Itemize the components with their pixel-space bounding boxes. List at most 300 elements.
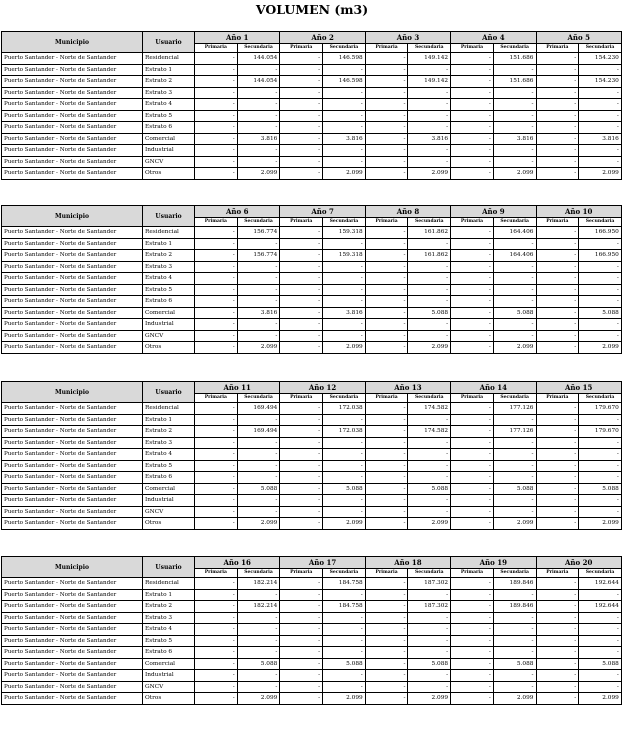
- secundaria-value: 187.302: [408, 601, 451, 613]
- usuario-cell: Comercial: [143, 307, 195, 319]
- secundaria-value: -: [408, 110, 451, 122]
- secundaria-value: -: [408, 624, 451, 636]
- primaria-value: -: [365, 693, 408, 705]
- secundaria-value: -: [237, 472, 280, 484]
- primaria-value: -: [365, 250, 408, 262]
- usuario-cell: Industrial: [143, 670, 195, 682]
- secundaria-value: 189.846: [493, 578, 536, 590]
- year-header: Año 13: [365, 382, 450, 394]
- primaria-value: -: [451, 168, 494, 180]
- primaria-value: -: [280, 403, 323, 415]
- secundaria-value: 2.099: [493, 168, 536, 180]
- municipio-cell: Puerto Santander - Norte de Santander: [2, 437, 143, 449]
- primaria-value: -: [365, 261, 408, 273]
- primaria-value: -: [451, 506, 494, 518]
- municipio-header: Municipio: [2, 206, 143, 227]
- secundaria-value: -: [323, 145, 366, 157]
- usuario-cell: Otros: [143, 168, 195, 180]
- usuario-cell: Industrial: [143, 319, 195, 331]
- primaria-value: -: [451, 578, 494, 590]
- primaria-value: -: [451, 87, 494, 99]
- primaria-value: -: [536, 307, 579, 319]
- secundaria-value: -: [579, 64, 622, 76]
- secundaria-value: -: [237, 647, 280, 659]
- primaria-value: -: [195, 319, 238, 331]
- table-row: [2, 53, 622, 65]
- year-header: Año 8: [365, 206, 450, 218]
- primaria-value: -: [451, 342, 494, 354]
- secundaria-value: -: [237, 437, 280, 449]
- table-row: [2, 472, 622, 484]
- secundaria-value: -: [408, 64, 451, 76]
- usuario-cell: Residencial: [143, 53, 195, 65]
- secundaria-value: 5.088: [237, 483, 280, 495]
- secundaria-header: Secundaria: [323, 217, 366, 226]
- table-row: [2, 145, 622, 157]
- secundaria-value: -: [408, 330, 451, 342]
- primaria-value: -: [451, 601, 494, 613]
- primaria-value: -: [536, 589, 579, 601]
- municipio-cell: Puerto Santander - Norte de Santander: [2, 53, 143, 65]
- secundaria-value: -: [579, 156, 622, 168]
- municipio-header: Municipio: [2, 557, 143, 578]
- primaria-value: -: [365, 578, 408, 590]
- secundaria-value: -: [323, 330, 366, 342]
- secundaria-value: 2.099: [237, 518, 280, 530]
- year-header: Año 19: [451, 557, 536, 569]
- secundaria-value: 164.406: [493, 227, 536, 239]
- secundaria-header: Secundaria: [408, 217, 451, 226]
- primaria-value: -: [280, 110, 323, 122]
- usuario-cell: Estrato 5: [143, 460, 195, 472]
- primaria-value: -: [536, 273, 579, 285]
- primaria-value: -: [451, 330, 494, 342]
- primaria-value: -: [365, 99, 408, 111]
- primaria-value: -: [280, 330, 323, 342]
- secundaria-value: -: [323, 261, 366, 273]
- primaria-value: -: [451, 437, 494, 449]
- secundaria-value: 166.950: [579, 250, 622, 262]
- primaria-value: -: [365, 414, 408, 426]
- primaria-value: -: [536, 110, 579, 122]
- secundaria-value: 159.318: [323, 227, 366, 239]
- primaria-value: -: [365, 518, 408, 530]
- municipio-cell: Puerto Santander - Norte de Santander: [2, 635, 143, 647]
- primaria-value: -: [280, 99, 323, 111]
- primaria-value: -: [195, 76, 238, 88]
- primaria-value: -: [536, 601, 579, 613]
- primaria-value: -: [451, 495, 494, 507]
- usuario-cell: Estrato 2: [143, 76, 195, 88]
- table-row: [2, 76, 622, 88]
- secundaria-value: -: [493, 319, 536, 331]
- secundaria-value: -: [493, 449, 536, 461]
- table-row: [2, 403, 622, 415]
- secundaria-value: -: [323, 635, 366, 647]
- primaria-value: -: [365, 483, 408, 495]
- secundaria-value: 149.142: [408, 53, 451, 65]
- secundaria-value: 151.686: [493, 53, 536, 65]
- municipio-cell: Puerto Santander - Norte de Santander: [2, 307, 143, 319]
- secundaria-value: 161.862: [408, 250, 451, 262]
- secundaria-value: -: [493, 472, 536, 484]
- secundaria-value: -: [493, 414, 536, 426]
- usuario-cell: Estrato 6: [143, 296, 195, 308]
- secundaria-value: 182.214: [237, 578, 280, 590]
- primaria-value: -: [451, 483, 494, 495]
- secundaria-value: -: [323, 589, 366, 601]
- year-header: Año 12: [280, 382, 365, 394]
- municipio-cell: Puerto Santander - Norte de Santander: [2, 578, 143, 590]
- primaria-value: -: [195, 99, 238, 111]
- table-row: [2, 307, 622, 319]
- primaria-value: -: [536, 472, 579, 484]
- primaria-value: -: [365, 612, 408, 624]
- secundaria-value: -: [579, 495, 622, 507]
- primaria-value: -: [451, 250, 494, 262]
- secundaria-value: -: [237, 122, 280, 134]
- primaria-value: -: [195, 238, 238, 250]
- secundaria-value: -: [493, 87, 536, 99]
- primaria-header: Primaria: [365, 217, 408, 226]
- primaria-value: -: [365, 635, 408, 647]
- secundaria-value: 169.494: [237, 426, 280, 438]
- primaria-value: -: [280, 156, 323, 168]
- secundaria-value: -: [579, 635, 622, 647]
- primaria-value: -: [365, 601, 408, 613]
- year-header: Año 2: [280, 32, 365, 44]
- table-row: [2, 87, 622, 99]
- secundaria-value: -: [323, 273, 366, 285]
- volume-table-block-1: [1, 31, 622, 180]
- secundaria-value: -: [237, 449, 280, 461]
- primaria-value: -: [365, 296, 408, 308]
- secundaria-value: -: [408, 506, 451, 518]
- secundaria-header: Secundaria: [408, 568, 451, 577]
- year-header: Año 5: [536, 32, 621, 44]
- secundaria-value: -: [323, 64, 366, 76]
- primaria-value: -: [195, 518, 238, 530]
- primaria-header: Primaria: [365, 43, 408, 52]
- secundaria-value: -: [237, 145, 280, 157]
- secundaria-value: 179.670: [579, 426, 622, 438]
- secundaria-value: -: [408, 647, 451, 659]
- secundaria-value: -: [408, 319, 451, 331]
- usuario-header: Usuario: [143, 382, 195, 403]
- table-row: [2, 238, 622, 250]
- secundaria-value: 2.099: [323, 342, 366, 354]
- primaria-value: -: [451, 319, 494, 331]
- primaria-value: -: [365, 495, 408, 507]
- primaria-value: -: [365, 670, 408, 682]
- primaria-value: -: [195, 122, 238, 134]
- primaria-value: -: [195, 589, 238, 601]
- usuario-cell: Estrato 3: [143, 437, 195, 449]
- primaria-value: -: [536, 449, 579, 461]
- secundaria-value: -: [493, 330, 536, 342]
- secundaria-value: -: [237, 238, 280, 250]
- usuario-cell: Estrato 1: [143, 589, 195, 601]
- secundaria-value: 2.099: [408, 168, 451, 180]
- secundaria-value: -: [493, 99, 536, 111]
- primaria-value: -: [195, 296, 238, 308]
- secundaria-value: -: [493, 238, 536, 250]
- year-header: Año 7: [280, 206, 365, 218]
- secundaria-value: 189.846: [493, 601, 536, 613]
- primaria-value: -: [280, 261, 323, 273]
- table-row: [2, 460, 622, 472]
- secundaria-value: 5.088: [408, 658, 451, 670]
- secundaria-value: 144.054: [237, 53, 280, 65]
- primaria-value: -: [365, 342, 408, 354]
- secundaria-value: -: [237, 296, 280, 308]
- primaria-value: -: [536, 122, 579, 134]
- primaria-value: -: [536, 460, 579, 472]
- usuario-cell: Estrato 2: [143, 601, 195, 613]
- primaria-value: -: [536, 403, 579, 415]
- table-row: [2, 319, 622, 331]
- primaria-value: -: [280, 342, 323, 354]
- secundaria-header: Secundaria: [237, 217, 280, 226]
- primaria-value: -: [365, 472, 408, 484]
- primaria-value: -: [280, 296, 323, 308]
- secundaria-value: -: [237, 670, 280, 682]
- secundaria-header: Secundaria: [579, 217, 622, 226]
- primaria-header: Primaria: [280, 393, 323, 402]
- secundaria-value: -: [323, 122, 366, 134]
- secundaria-value: -: [579, 87, 622, 99]
- secundaria-value: -: [237, 612, 280, 624]
- table-row: [2, 414, 622, 426]
- table-row: [2, 110, 622, 122]
- primaria-value: -: [280, 414, 323, 426]
- primaria-value: -: [195, 693, 238, 705]
- secundaria-header: Secundaria: [493, 568, 536, 577]
- primaria-header: Primaria: [195, 568, 238, 577]
- primaria-value: -: [280, 460, 323, 472]
- secundaria-value: 5.088: [579, 483, 622, 495]
- primaria-value: -: [365, 64, 408, 76]
- municipio-cell: Puerto Santander - Norte de Santander: [2, 342, 143, 354]
- primaria-value: -: [280, 681, 323, 693]
- primaria-value: -: [195, 506, 238, 518]
- primaria-value: -: [280, 87, 323, 99]
- usuario-cell: Comercial: [143, 483, 195, 495]
- primaria-value: -: [451, 227, 494, 239]
- primaria-value: -: [195, 578, 238, 590]
- primaria-value: -: [365, 122, 408, 134]
- usuario-cell: Otros: [143, 693, 195, 705]
- primaria-value: -: [365, 681, 408, 693]
- table-row: [2, 624, 622, 636]
- header-row-years: [2, 206, 622, 218]
- primaria-value: -: [365, 307, 408, 319]
- table-row: [2, 681, 622, 693]
- primaria-value: -: [451, 76, 494, 88]
- usuario-cell: Estrato 5: [143, 284, 195, 296]
- secundaria-value: -: [493, 647, 536, 659]
- secundaria-value: -: [493, 624, 536, 636]
- primaria-value: -: [280, 624, 323, 636]
- secundaria-value: -: [408, 261, 451, 273]
- secundaria-value: 5.088: [579, 307, 622, 319]
- secundaria-value: -: [323, 495, 366, 507]
- primaria-value: -: [451, 122, 494, 134]
- usuario-cell: Estrato 1: [143, 64, 195, 76]
- primaria-value: -: [536, 250, 579, 262]
- secundaria-value: -: [408, 472, 451, 484]
- primaria-value: -: [451, 670, 494, 682]
- municipio-cell: Puerto Santander - Norte de Santander: [2, 122, 143, 134]
- secundaria-header: Secundaria: [579, 393, 622, 402]
- primaria-value: -: [451, 414, 494, 426]
- year-header: Año 9: [451, 206, 536, 218]
- secundaria-value: -: [237, 495, 280, 507]
- secundaria-header: Secundaria: [323, 568, 366, 577]
- primaria-value: -: [195, 250, 238, 262]
- primaria-value: -: [451, 693, 494, 705]
- usuario-cell: Estrato 4: [143, 624, 195, 636]
- municipio-cell: Puerto Santander - Norte de Santander: [2, 403, 143, 415]
- usuario-cell: Estrato 4: [143, 273, 195, 285]
- secundaria-value: 2.099: [579, 518, 622, 530]
- usuario-cell: Estrato 4: [143, 99, 195, 111]
- table-row: [2, 437, 622, 449]
- primaria-value: -: [195, 414, 238, 426]
- primaria-value: -: [451, 589, 494, 601]
- secundaria-value: -: [237, 414, 280, 426]
- primaria-value: -: [195, 437, 238, 449]
- secundaria-value: -: [493, 612, 536, 624]
- primaria-value: -: [536, 518, 579, 530]
- secundaria-value: -: [493, 145, 536, 157]
- primaria-value: -: [280, 693, 323, 705]
- secundaria-value: -: [408, 437, 451, 449]
- primaria-value: -: [280, 307, 323, 319]
- secundaria-value: -: [579, 110, 622, 122]
- secundaria-value: -: [323, 414, 366, 426]
- primaria-value: -: [365, 460, 408, 472]
- usuario-cell: GNCV: [143, 330, 195, 342]
- primaria-value: -: [451, 624, 494, 636]
- primaria-value: -: [536, 319, 579, 331]
- primaria-value: -: [536, 578, 579, 590]
- secundaria-value: -: [408, 156, 451, 168]
- primaria-header: Primaria: [451, 43, 494, 52]
- usuario-cell: GNCV: [143, 681, 195, 693]
- primaria-value: -: [280, 635, 323, 647]
- primaria-value: -: [195, 330, 238, 342]
- secundaria-value: -: [493, 635, 536, 647]
- usuario-cell: Estrato 3: [143, 612, 195, 624]
- municipio-cell: Puerto Santander - Norte de Santander: [2, 64, 143, 76]
- secundaria-value: 182.214: [237, 601, 280, 613]
- primaria-value: -: [195, 449, 238, 461]
- secundaria-value: 2.099: [493, 518, 536, 530]
- primaria-value: -: [451, 635, 494, 647]
- primaria-value: -: [195, 601, 238, 613]
- secundaria-value: -: [408, 122, 451, 134]
- primaria-value: -: [451, 658, 494, 670]
- municipio-cell: Puerto Santander - Norte de Santander: [2, 460, 143, 472]
- municipio-cell: Puerto Santander - Norte de Santander: [2, 681, 143, 693]
- usuario-cell: Estrato 4: [143, 449, 195, 461]
- primaria-value: -: [280, 437, 323, 449]
- primaria-value: -: [280, 145, 323, 157]
- usuario-cell: Residencial: [143, 403, 195, 415]
- primaria-value: -: [280, 483, 323, 495]
- primaria-value: -: [451, 460, 494, 472]
- secundaria-value: -: [323, 296, 366, 308]
- secundaria-value: -: [237, 64, 280, 76]
- municipio-cell: Puerto Santander - Norte de Santander: [2, 414, 143, 426]
- primaria-value: -: [536, 284, 579, 296]
- secundaria-value: 2.099: [408, 342, 451, 354]
- secundaria-value: -: [237, 635, 280, 647]
- secundaria-value: 5.088: [493, 483, 536, 495]
- primaria-value: -: [451, 284, 494, 296]
- primaria-value: -: [195, 658, 238, 670]
- secundaria-value: 154.230: [579, 53, 622, 65]
- primaria-value: -: [536, 483, 579, 495]
- primaria-value: -: [195, 495, 238, 507]
- secundaria-header: Secundaria: [579, 43, 622, 52]
- secundaria-value: 2.099: [323, 168, 366, 180]
- primaria-value: -: [365, 284, 408, 296]
- municipio-cell: Puerto Santander - Norte de Santander: [2, 238, 143, 250]
- municipio-cell: Puerto Santander - Norte de Santander: [2, 284, 143, 296]
- secundaria-value: -: [237, 319, 280, 331]
- secundaria-value: 2.099: [408, 693, 451, 705]
- table-row: [2, 122, 622, 134]
- primaria-value: -: [536, 693, 579, 705]
- secundaria-value: -: [579, 670, 622, 682]
- table-row: [2, 342, 622, 354]
- primaria-value: -: [451, 64, 494, 76]
- secundaria-value: -: [408, 87, 451, 99]
- primaria-value: -: [195, 53, 238, 65]
- primaria-header: Primaria: [365, 393, 408, 402]
- primaria-value: -: [365, 133, 408, 145]
- secundaria-value: 161.862: [408, 227, 451, 239]
- primaria-value: -: [195, 156, 238, 168]
- table-row: [2, 601, 622, 613]
- usuario-cell: Estrato 6: [143, 472, 195, 484]
- primaria-value: -: [536, 156, 579, 168]
- primaria-value: -: [280, 589, 323, 601]
- primaria-header: Primaria: [195, 393, 238, 402]
- secundaria-value: -: [237, 284, 280, 296]
- usuario-cell: Comercial: [143, 658, 195, 670]
- usuario-cell: Estrato 2: [143, 426, 195, 438]
- table-row: [2, 647, 622, 659]
- primaria-value: -: [195, 133, 238, 145]
- primaria-header: Primaria: [451, 568, 494, 577]
- table-row: [2, 250, 622, 262]
- usuario-cell: Otros: [143, 518, 195, 530]
- table-row: [2, 273, 622, 285]
- municipio-cell: Puerto Santander - Norte de Santander: [2, 589, 143, 601]
- usuario-cell: GNCV: [143, 506, 195, 518]
- primaria-value: -: [280, 319, 323, 331]
- municipio-cell: Puerto Santander - Norte de Santander: [2, 601, 143, 613]
- secundaria-value: -: [323, 612, 366, 624]
- primaria-value: -: [280, 250, 323, 262]
- primaria-value: -: [280, 76, 323, 88]
- secundaria-value: -: [493, 110, 536, 122]
- primaria-value: -: [536, 612, 579, 624]
- table-row: [2, 589, 622, 601]
